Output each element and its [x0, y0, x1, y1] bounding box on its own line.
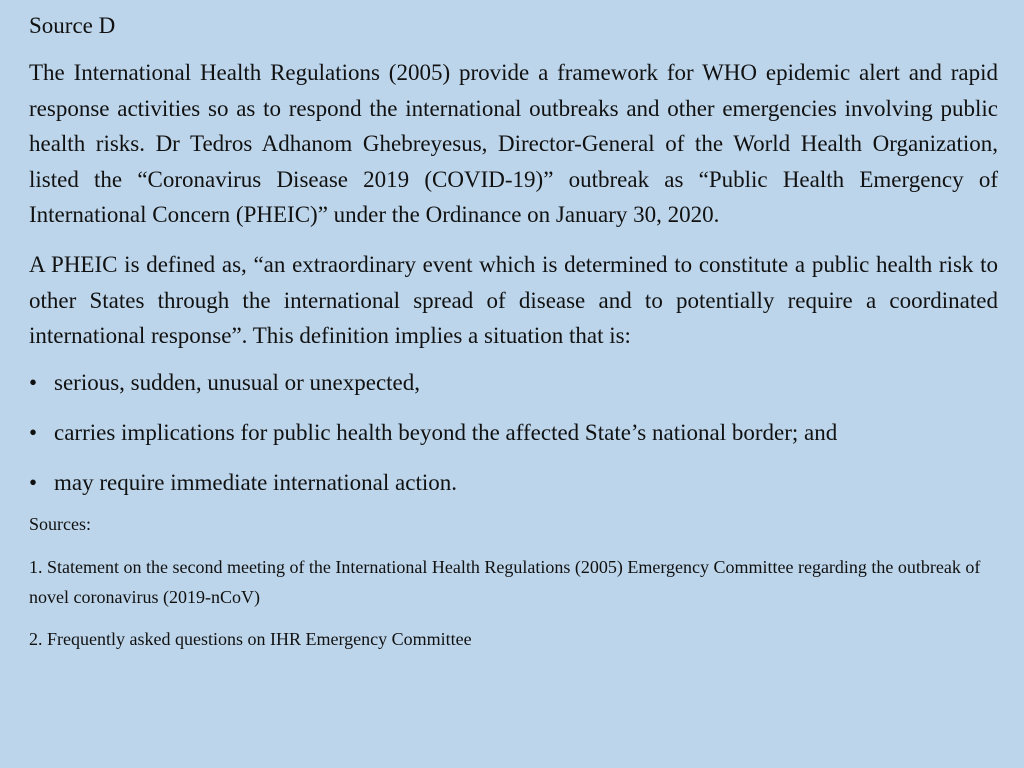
list-item	[29, 418, 998, 448]
bullet-icon: •	[29, 419, 38, 445]
list-item-text: carries implications for public health beyond the affected State’s national border; and	[54, 419, 838, 445]
list-item	[29, 368, 998, 398]
list-item-text: serious, sudden, unusual or unexpected,	[54, 369, 421, 395]
list-item	[29, 468, 998, 498]
list-item-text: may require immediate international action.	[54, 469, 457, 495]
paragraph-ihr-framework: The International Health Regulations (2005) provide a framework for WHO epidemic alert and rapid response activities so as to respond the international outbreaks and other emergencies involving public health risks. Dr Tedros Adhanom Ghebreyesus, Director-General of the World Health Organization, listed the “Coronavirus Disease 2019 (COVID-19)” outbreak as “Public Health Emergency of International Concern (PHEIC)” under the Ordinance on January 30, 2020.	[29, 60, 998, 228]
source-heading: Source D	[29, 13, 116, 38]
pheic-criteria-list	[29, 368, 998, 498]
sources-label: Sources:	[29, 513, 91, 534]
source-citation-1: 1. Statement on the second meeting of the International Health Regulations (2005) Emergency Committee regarding the outbreak of novel coronavirus (2019-nCoV)	[29, 556, 981, 607]
bullet-icon: •	[29, 469, 38, 495]
bullet-icon: •	[29, 369, 38, 395]
paragraph-pheic-definition: A PHEIC is defined as, “an extraordinary event which is determined to constitute a public health risk to other States through the international spread of disease and to potentially require a coordinated international response”. This definition implies a situation that is:	[29, 251, 998, 349]
source-citation-2: 2. Frequently asked questions on IHR Emergency Committee	[29, 628, 472, 649]
